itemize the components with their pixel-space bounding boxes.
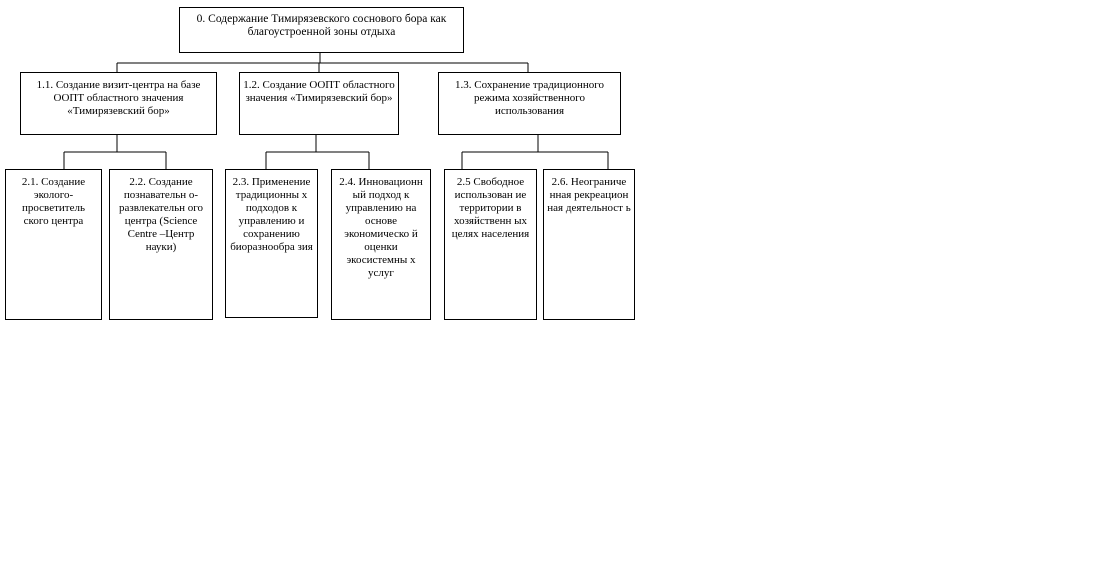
node-2-5: 2.5 Свободное использован ие территории в хозяйственн ых целях населения — [444, 169, 537, 320]
node-2-4: 2.4. Инновационн ый подход к управлению на основе экономическо й оценки экосистемны х услуг — [331, 169, 431, 320]
node-1-3: 1.3. Сохранение традиционного режима хозяйственного использования — [438, 72, 621, 135]
node-root: 0. Содержание Тимирязевского соснового бора как благоустроенной зоны отдыха — [179, 7, 464, 53]
node-1-2: 1.2. Создание ООПТ областного значения «Тимирязевский бор» — [239, 72, 399, 135]
node-2-2: 2.2. Создание познавательн о-развлекательн ого центра (Science Centre –Центр науки) — [109, 169, 213, 320]
node-1-1: 1.1. Создание визит-центра на базе ООПТ областного значения «Тимирязевский бор» — [20, 72, 217, 135]
node-2-6: 2.6. Неограниче нная рекреацион ная деятельност ь — [543, 169, 635, 320]
node-2-1: 2.1. Создание эколого-просветитель ского центра — [5, 169, 102, 320]
node-2-3: 2.3. Применение традиционны х подходов к управлению и сохранению биоразнообра зия — [225, 169, 318, 318]
